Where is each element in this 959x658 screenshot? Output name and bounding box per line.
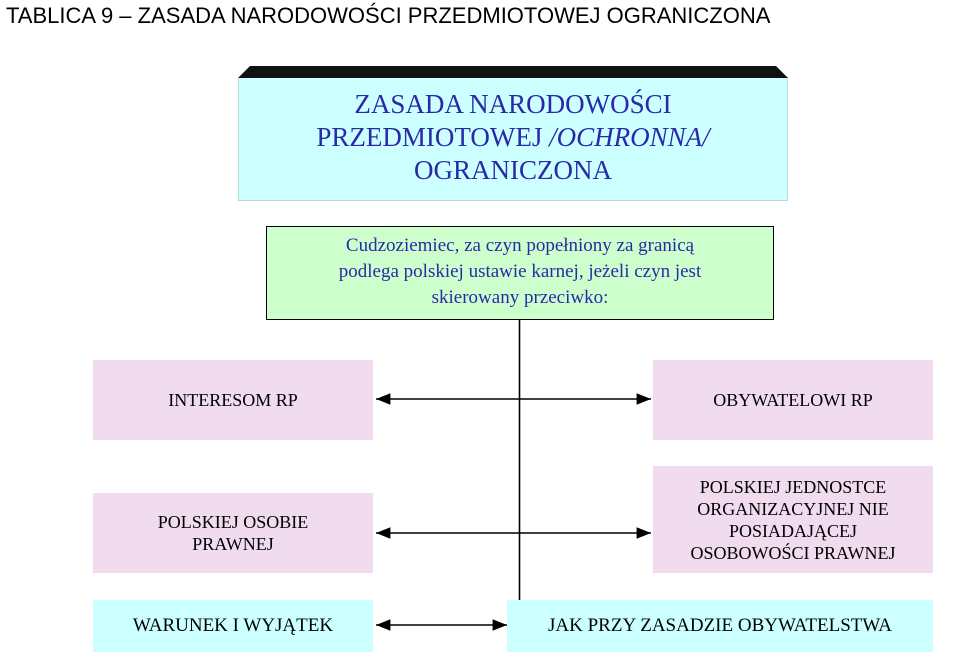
target-legal-person-line-2: PRAWNEJ xyxy=(192,534,274,554)
target-legal-person-line-1: POLSKIEJ OSOBIE xyxy=(157,512,309,532)
footer-citizenship-box xyxy=(507,600,933,652)
page-title: TABLICA 9 – ZASADA NARODOWOŚCI PRZEDMIOTOWEJ OGRANICZONA xyxy=(6,3,771,28)
target-citizen-box xyxy=(653,360,933,440)
target-org-unit-line-4: OSOBOWOŚCI PRAWNEJ xyxy=(690,542,896,563)
principle-line-1: ZASADA NARODOWOŚCI xyxy=(354,89,672,119)
footer-citizenship-label: JAK PRZY ZASADZIE OBYWATELSTWA xyxy=(548,615,892,636)
target-citizen-label: OBYWATELOWI RP xyxy=(713,390,873,410)
principle-line-3: OGRANICZONA xyxy=(414,155,612,185)
condition-line-2: podlega polskiej ustawie karnej, jeżeli czyn jest xyxy=(338,261,702,282)
target-org-unit-box xyxy=(653,466,933,573)
target-interests-box xyxy=(93,360,373,440)
target-org-unit-line-1: POLSKIEJ JEDNOSTCE xyxy=(699,476,887,497)
target-org-unit-line-2: ORGANIZACYJNEJ NIE xyxy=(697,498,889,519)
condition-line-1: Cudzoziemiec, za czyn popełniony za granicą xyxy=(345,235,695,256)
footer-condition-box xyxy=(93,600,373,652)
target-legal-person-box xyxy=(93,493,373,573)
footer-condition-label: WARUNEK I WYJĄTEK xyxy=(132,615,334,636)
principle-line-2-italic: /OCHRONNA/ xyxy=(549,122,710,152)
condition-line-3: skierowany przeciwko: xyxy=(431,287,609,308)
principle-line-2-main: PRZEDMIOTOWEJ xyxy=(316,122,550,152)
target-org-unit-line-3: POSIADAJĄCEJ xyxy=(728,520,858,541)
target-interests-label: INTERESOM RP xyxy=(168,390,298,410)
